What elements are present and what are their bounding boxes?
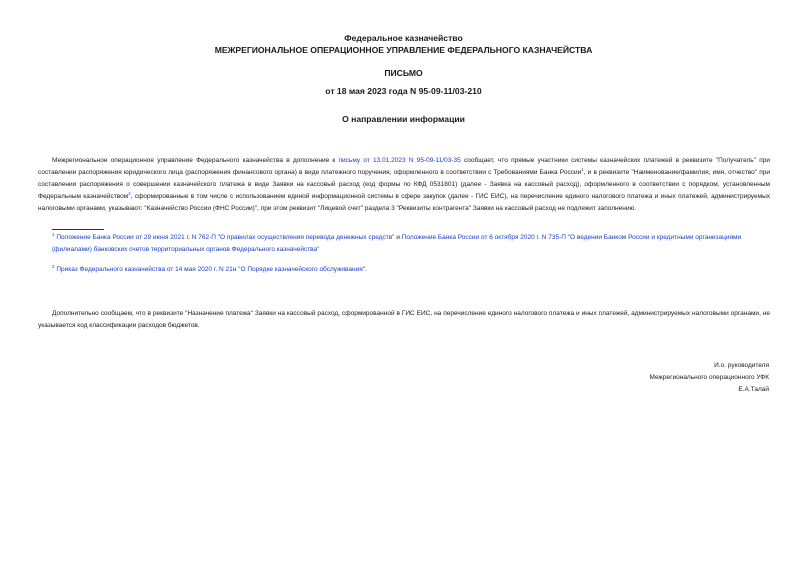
paragraph-part-4: , сформированные в том числе с использованием единой информационной системы в сфере закупок (далее - ГИС ЕИС), на перечисление единого налогового платежа и иных платежей, администрируемых налоговыми органами, указывают: "Казначейство России (ФНС России)", при этом реквизит "Лицевой счет" раздела 3 "Реквизиты контрагента" Заявки на кассовый расход не подлежит заполнению. [38, 193, 770, 212]
footnote-1-link-1[interactable]: Положение Банка России от 29 июня 2021 г. N 762-П "О правилах осуществления перевода денежных средств" [56, 234, 395, 241]
footnote-1-joiner: и [394, 234, 402, 241]
paragraph-intro: Межрегиональное операционное управление Федерального казначейства в дополнение к [52, 157, 339, 164]
footnote-1 [52, 232, 770, 256]
signature-position-2: Межрегионального операционного УФК [649, 374, 769, 381]
paragraph-part-3: , и в реквизите "Наименование/фамилия, имя, отчество" при составлении распоряжения о совершении казначейского платежа в виде Заявки на кассовый расход (код формы по КФД 0531801) (далее - Заявка на кассовый расход), оформленного в соответствии с порядком, установленным Федеральным казначейством [38, 169, 770, 200]
document-date-number: от 18 мая 2023 года N 95-09-11/03-210 [325, 86, 482, 96]
footnote-2-mark: 2 [52, 263, 55, 269]
footnote-2-link[interactable]: Приказ Федерального казначейства от 14 мая 2020 г. N 21н "О Порядке казначейского обслуживания" [56, 266, 366, 273]
footnote-divider [52, 229, 104, 230]
footnote-1-link-2[interactable]: Положение Банка России от 6 октября 2020 г. N 735-П "О ведении Банком России и кредитными организациями (филиалами) банковских счетов территориальных органов Федерального казначейства" [52, 234, 742, 253]
body-paragraph-2: Дополнительно сообщаем, что в реквизите "Назначение платежа" Заявки на кассовый расход, сформированной в ГИС ЕИС, на перечисление единого налогового платежа и иных платежей, администрируемых налоговыми органами, не указывается код классификации расходов бюджетов. [38, 310, 770, 329]
footnote-2 [52, 264, 770, 276]
body-paragraph-1 [38, 155, 770, 215]
footnote-ref-1[interactable]: 1 [581, 166, 584, 172]
department-name: МЕЖРЕГИОНАЛЬНОЕ ОПЕРАЦИОННОЕ УПРАВЛЕНИЕ ФЕДЕРАЛЬНОГО КАЗНАЧЕЙСТВА [214, 45, 593, 55]
letter-reference-link[interactable]: письму от 13.01.2023 N 95-09-11/03-35 [338, 157, 461, 164]
footnote-1-mark: 1 [52, 231, 55, 237]
signature-position-1: И.о. руководителя [714, 362, 769, 369]
document-type: ПИСЬМО [384, 68, 423, 78]
footnote-ref-2[interactable]: 2 [128, 190, 131, 196]
footnote-2-tail: . [365, 266, 367, 273]
agency-name: Федеральное казначейство [344, 33, 463, 43]
paragraph-part-2: сообщает, что прямые участники системы казначейских платежей в реквизите "Получатель" при составлении распоряжения юридического лица (распоряжения финансового органа) в виде платежного поручения, оформленного в соответствии с Требованиями Банка России [38, 157, 770, 176]
signature-name: Е.А.Талай [738, 386, 769, 393]
document-subject: О направлении информации [342, 114, 465, 124]
